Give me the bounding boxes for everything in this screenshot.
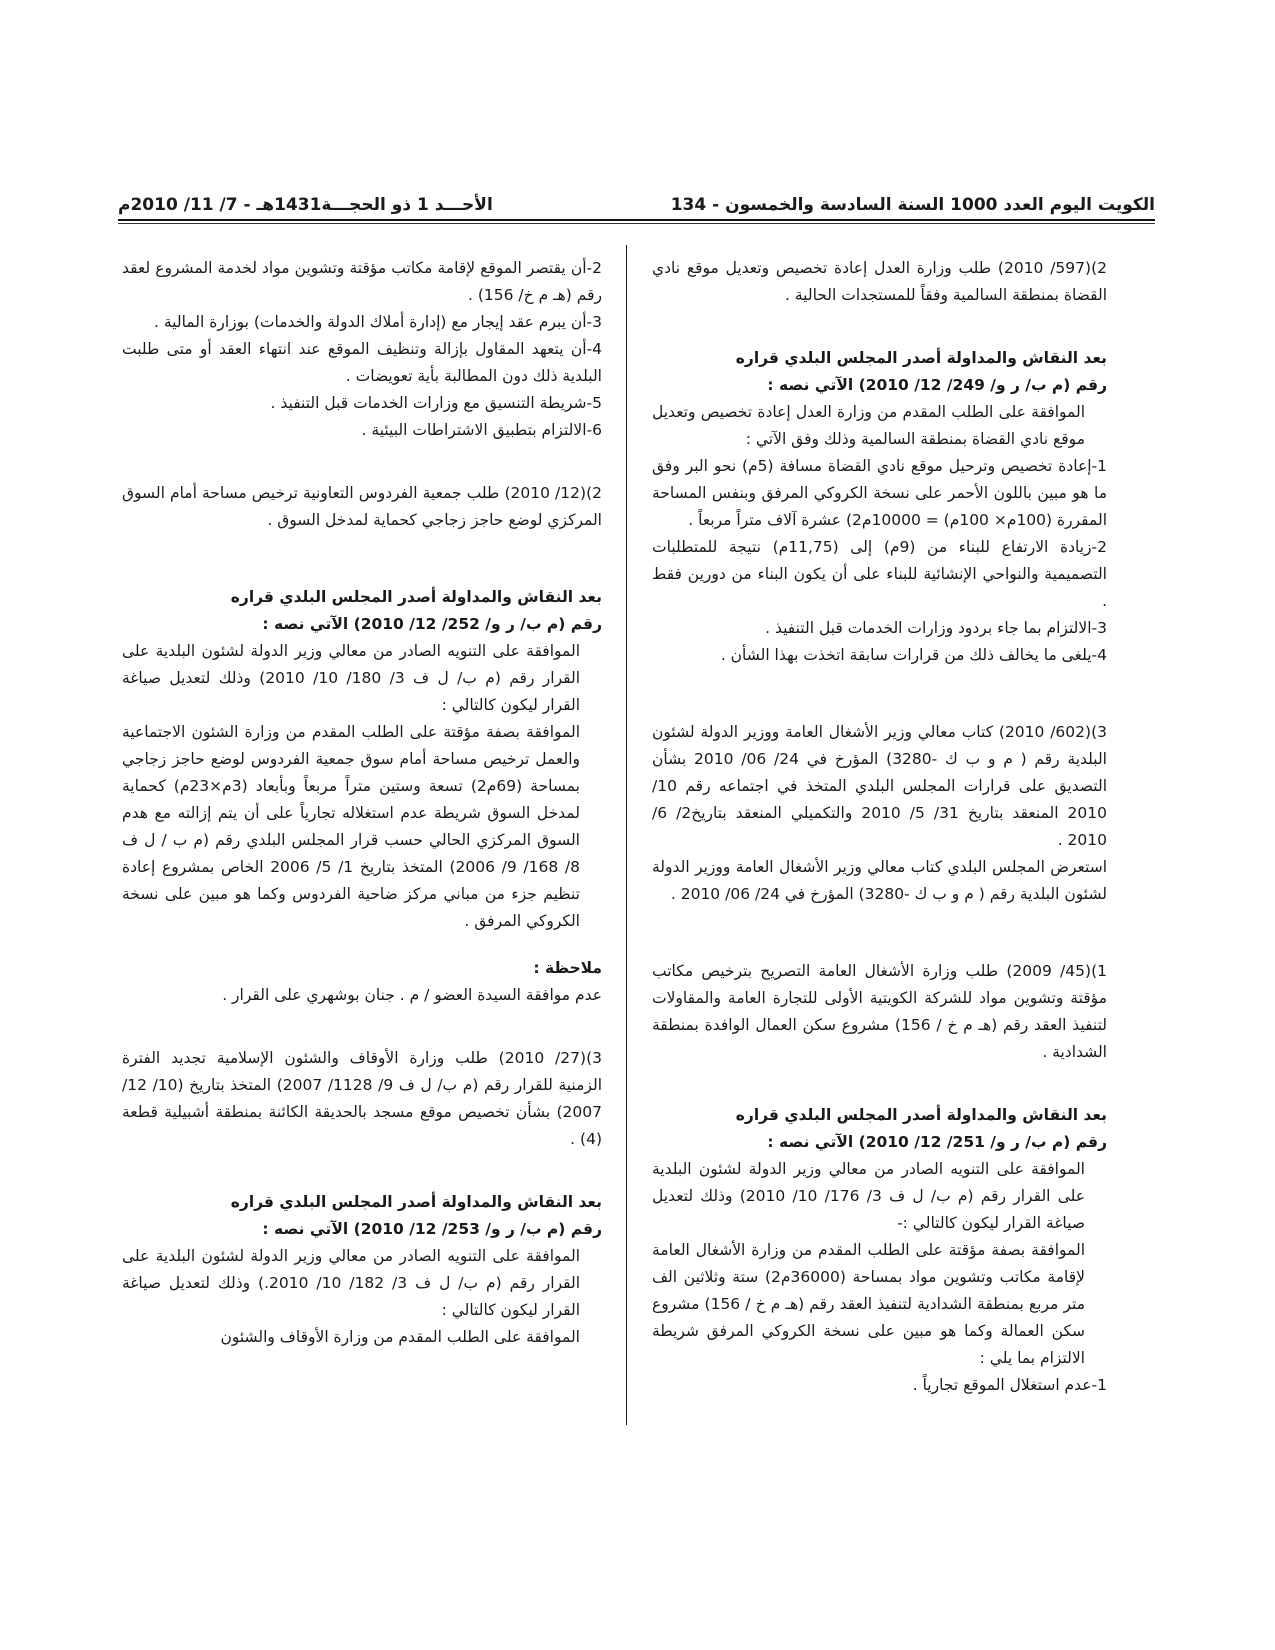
right-column <box>652 255 1107 1399</box>
decision-heading: بعد النقاش والمداولة أصدر المجلس البلدي قراره <box>735 349 1107 367</box>
page-header <box>118 185 1155 215</box>
item-intro: 2)(12/ 2010) طلب جمعية الفردوس التعاونية ترخيص مساحة أمام السوق المركزي لوضع حاجز زجاجي كحماية لمدخل السوق . <box>122 484 602 529</box>
decision-body: استعرض المجلس البلدي كتاب معالي وزير الأشغال العامة ووزير الدولة لشئون البلدية رقم ( م و ب ك -3280) المؤرخ في 24/ 06/ 2010 . <box>652 858 1107 903</box>
decision-reference: رقم (م ب/ ر و/ 252/ 12/ 2010) الآتي نصه : <box>262 615 602 633</box>
decision-point: 4-يلغى ما يخالف ذلك من قرارات سابقة اتخذت بهذا الشأن . <box>720 646 1107 664</box>
decision-body: الموافقة على التنويه الصادر من معالي وزير الدولة لشئون البلدية على القرار رقم (م ب/ ل ف 3/ 180/ 10/ 2010) وذلك لتعديل صياغة القرار ليكون كالتالي : <box>122 642 580 714</box>
decision-heading: بعد النقاش والمداولة أصدر المجلس البلدي قراره <box>735 1106 1107 1124</box>
decision-heading: بعد النقاش والمداولة أصدر المجلس البلدي قراره <box>230 1193 602 1211</box>
decision-heading: بعد النقاش والمداولة أصدر المجلس البلدي قراره <box>230 588 602 606</box>
decision-point: 3-الالتزام بما جاء بردود وزارات الخدمات قبل التنفيذ . <box>765 619 1107 637</box>
decision-body: الموافقة على التنويه الصادر من معالي وزير الدولة لشئون البلدية على القرار رقم (م ب/ ل ف 3/ 182/ 10/ 2010.) وذلك لتعديل صياغة القرار ليكون كالتالي : <box>122 1247 580 1319</box>
column-divider <box>626 245 627 1425</box>
decision-reference: رقم (م ب/ ر و/ 249/ 12/ 2010) الآتي نصه : <box>767 376 1107 394</box>
header-date: الأحـــد 1 ذو الحجـــة1431هـ - 7/ 11/ 2010م <box>118 195 493 215</box>
decision-point: 5-شريطة التنسيق مع وزارات الخدمات قبل التنفيذ . <box>270 394 602 412</box>
header-divider-thin <box>118 223 1155 224</box>
decision-point: 3-أن يبرم عقد إيجار مع (إدارة أملاك الدولة والخدمات) بوزارة المالية . <box>154 313 602 331</box>
decision-point: 2-زيادة الارتفاع للبناء من (9م) إلى (11,75م) نتيجة للمتطلبات التصميمية والنواحي الإنشائية للبناء على أن يكون البناء من دورين فقط . <box>652 538 1107 610</box>
note-text: عدم موافقة السيدة العضو / م . جنان بوشهري على القرار . <box>222 986 602 1004</box>
decision-body: الموافقة بصفة مؤقتة على الطلب المقدم من وزارة الشئون الاجتماعية والعمل ترخيص مساحة أمام سوق جمعية الفردوس لوضع حاجز زجاجي بمساحة (69م2) تسعة وستين متراً مربعاً وبأبعاد (3م×23م) كحماية لمدخل السوق شريطة عدم استغلاله تجارياً على أن يتم إزالته مع هدم السوق المركزي الحالي حسب قرار المجلس البلدي رقم (م ب / ل ف 8/ 168/ 9/ 2006) المتخذ بتاريخ 1/ 5/ 2006 الخاص بمشروع إعادة تنظيم جزء من مباني مركز ضاحية الفردوس وكما هو مبين على نسخة الكروكي المرفق . <box>122 723 581 930</box>
decision-reference: رقم (م ب/ ر و/ 253/ 12/ 2010) الآتي نصه : <box>262 1220 602 1238</box>
decision-body: الموافقة على الطلب المقدم من وزارة الأوقاف والشئون <box>220 1328 580 1346</box>
decision-reference: رقم (م ب/ ر و/ 251/ 12/ 2010) الآتي نصه : <box>767 1133 1107 1151</box>
decision-body: الموافقة على التنويه الصادر من معالي وزير الدولة لشئون البلدية على القرار رقم (م ب/ ل ف 3/ 176/ 10/ 2010) وذلك لتعديل صياغة القرار ليكون كالتالي :- <box>652 1160 1086 1232</box>
decision-body: الموافقة على الطلب المقدم من وزارة العدل إعادة تخصيص وتعديل موقع نادي القضاة بمنطقة السالمية وذلك وفق الآتي : <box>652 403 1085 448</box>
header-divider <box>118 219 1155 221</box>
decision-body: الموافقة بصفة مؤقتة على الطلب المقدم من وزارة الأشغال العامة لإقامة مكاتب وتشوين مواد بمساحة (36000م2) ستة وثلاثين الف متر مربع بمنطقة الشدادية لتنفيذ العقد رقم (هـ م خ / 156) مشروع سكن العمالة وكما هو مبين على نسخة الكروكي المرفق شريطة الالتزام بما يلي : <box>652 1241 1085 1367</box>
header-issue-info: الكويت اليوم العدد 1000 السنة السادسة والخمسون - 134 <box>670 195 1155 215</box>
item-intro: 2)(597/ 2010) طلب وزارة العدل إعادة تخصيص وتعديل موقع نادي القضاة بمنطقة السالمية وفقاً للمستجدات الحالية . <box>652 259 1107 304</box>
decision-point: 6-الالتزام بتطبيق الاشتراطات البيئية . <box>361 421 602 439</box>
decision-point: 4-أن يتعهد المقاول بإزالة وتنظيف الموقع عند انتهاء العقد أو متى طلبت البلدية ذلك دون المطالبة بأية تعويضات . <box>122 340 602 385</box>
left-column <box>122 255 602 1351</box>
decision-point: 1-إعادة تخصيص وترحيل موقع نادي القضاة مسافة (5م) نحو البر وفق ما هو مبين باللون الأحمر على نسخة الكروكي المرفق وبنفس المساحة المقررة (100م× 100م) = 10000م2) عشرة آلاف متراً مربعاً . <box>652 457 1107 529</box>
item-intro: 1)(45/ 2009) طلب وزارة الأشغال العامة التصريح بترخيص مكاتب مؤقتة وتشوين مواد للشركة الكويتية الأولى للتجارة العامة والمقاولات لتنفيذ العقد رقم (هـ م خ / 156) مشروع سكن العمال الوافدة بمنطقة الشدادية . <box>652 962 1107 1061</box>
decision-point: 2-أن يقتصر الموقع لإقامة مكاتب مؤقتة وتشوين مواد لخدمة المشروع لعقد رقم (هـ م خ/ 156) . <box>122 259 602 304</box>
note-label: ملاحظة : <box>533 959 602 977</box>
item-intro: 3)(27/ 2010) طلب وزارة الأوقاف والشئون الإسلامية تجديد الفترة الزمنية للقرار رقم (م ب/ ل ف 9/ 1128/ 2007) المتخذ بتاريخ (10/ 12/ 2007) بشأن تخصيص موقع مسجد بالحديقة الكائنة بمنطقة أشبيلية قطعة (4) . <box>122 1049 602 1148</box>
item-intro: 3)(602/ 2010) كتاب معالي وزير الأشغال العامة ووزير الدولة لشئون البلدية رقم ( م و ب ك -3280) المؤرخ في 24/ 06/ 2010 بشأن التصديق على قرارات المجلس البلدي المتخذ في اجتماعه رقم 10/ 2010 المنعقد بتاريخ 31/ 5/ 2010 والتكميلي المنعقد بتاريخ2/ 6/ 2010 . <box>652 723 1107 849</box>
decision-point: 1-عدم استغلال الموقع تجارياً . <box>912 1376 1107 1394</box>
